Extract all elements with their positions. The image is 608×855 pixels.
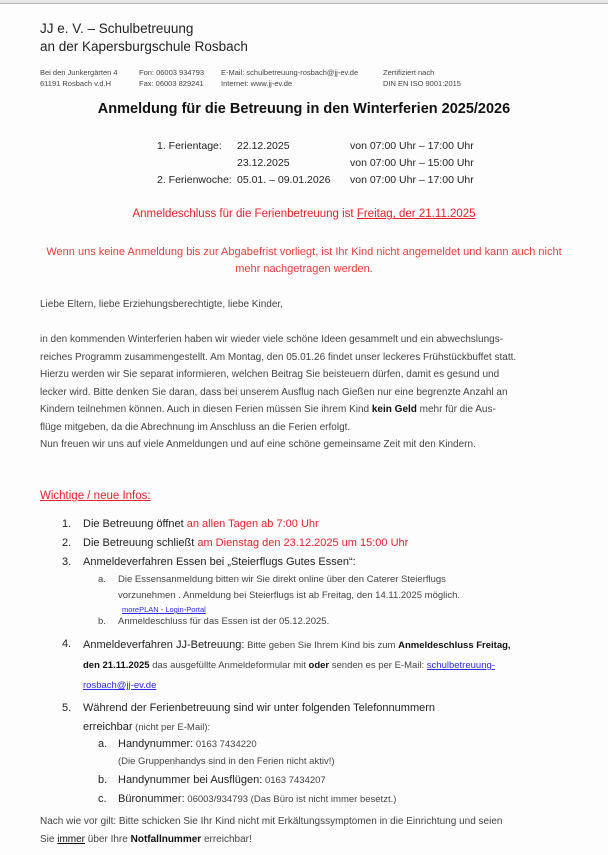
body-line: reiches Programm zusammengestellt. Am Montag, den 05.01.26 findet unser leckeres Frühstückbuffet statt.	[40, 351, 517, 363]
footer-emphasis: Notfallnummer	[130, 833, 202, 845]
warning-notice: Wenn uns keine Anmeldung bis zur Abgabefrist vorliegt, ist Ihr Kind nicht angemeldet und kann auch nicht mehr nachgetragen werden.	[46, 246, 562, 275]
sub-item-letter: b.	[98, 616, 106, 627]
schedule-label: 2. Ferienwoche:	[157, 174, 232, 186]
phone-label: Handynummer:	[118, 738, 194, 750]
greeting: Liebe Eltern, liebe Erziehungsberechtigte, liebe Kinder,	[40, 299, 283, 310]
body-line: in den kommenden Winterferien haben wir wieder viele schöne Ideen gesammelt und ein abwechslungs-	[40, 334, 504, 345]
certification-block	[383, 67, 461, 89]
header-email: E-Mail: schulbetreuung-rosbach@jj-ev.de	[221, 68, 359, 77]
cert-line-1: Zertifiziert nach	[383, 68, 435, 77]
sub-item-text: Anmeldeschluss für das Essen ist der 05.12.2025.	[118, 616, 330, 627]
footer-emphasis: immer	[57, 833, 86, 845]
item-text: Während der Ferienbetreuung sind wir unter folgenden Telefonnummern	[83, 702, 436, 714]
address-line-1: Bei den Junkergärten 4	[40, 68, 118, 77]
item-bold: Anmeldeschluss Freitag,	[398, 640, 511, 651]
deadline-text: Anmeldeschluss für die Ferienbetreuung ist	[132, 208, 357, 220]
email-link[interactable]: rosbach@jj-ev.de	[83, 680, 157, 691]
footer-note	[40, 813, 570, 848]
body-text: Kindern teilnehmen können. Auch in diesen Ferien müssen Sie ihrem Kind	[40, 404, 372, 415]
address-block	[40, 67, 118, 89]
deadline-notice	[0, 208, 608, 220]
email-link[interactable]: schulbetreuung-	[426, 660, 495, 671]
sub-item-text: Die Essensanmeldung bitten wir Sie direkt online über den Caterer Steierflugs	[118, 574, 446, 585]
item-bold: Anmeldeverfahren JJ-Betreuung:	[83, 639, 245, 651]
item-text: Anmeldeverfahren Essen bei „Steierflugs Gutes Essen“:	[83, 556, 356, 568]
org-line-2: an der Kapersburgschule Rosbach	[40, 39, 248, 54]
footer-text: über Ihre	[85, 833, 131, 845]
phone-number: 0163 7434220	[193, 739, 257, 750]
item-text: Die Betreuung öffnet	[83, 518, 187, 530]
cert-line-2: DIN EN ISO 9001:2015	[383, 79, 461, 88]
schedule-time: von 07:00 Uhr – 17:00 Uhr	[350, 140, 474, 152]
phone-number: 0163 7434207	[262, 775, 326, 786]
sub-item-letter: a.	[98, 738, 108, 750]
phone: Fon: 06003 934793	[139, 68, 205, 77]
address-line-2: 61191 Rosbach v.d.H	[40, 79, 112, 88]
item-number: 5.	[62, 702, 72, 714]
phone-number: 06003/934793 (Das Büro ist nicht immer besetzt.)	[184, 794, 397, 805]
schedule-time: von 07:00 Uhr – 17:00 Uhr	[350, 174, 474, 186]
phone-label: Büronummer:	[118, 793, 185, 805]
sub-item-letter: a.	[98, 574, 106, 585]
moreplan-login-link[interactable]: morePLAN - Login-Portal	[122, 605, 206, 614]
body-line: flüge mitgeben, da die Abrechnung im Anschluss an die Ferien erfolgt.	[40, 421, 351, 433]
item-bold: oder	[308, 660, 330, 671]
page-title: Anmeldung für die Betreuung in den Winterferien 2025/2026	[97, 101, 511, 117]
organization-name	[40, 20, 248, 56]
schedule-date: 05.01. – 09.01.2026	[237, 174, 331, 186]
footer-text: erreichbar!	[201, 833, 252, 845]
email-block	[221, 67, 358, 89]
schedule-date: 22.12.2025	[237, 140, 290, 152]
body-line: Hierzu werden wir Sie separat informieren, welchen Beitrag Sie beisteuern dürfen, damit es gesund und	[40, 369, 500, 380]
phone-block	[139, 67, 204, 89]
item-number: 2.	[62, 537, 72, 549]
deadline-date: Freitag, der 21.11.2025	[356, 208, 476, 220]
item-highlight: am Dienstag den 23.12.2025 um 15:00 Uhr	[197, 537, 409, 549]
body-line: Nun freuen wir uns auf viele Anmeldungen und auf eine schöne gemeinsame Zeit mit den Kindern.	[40, 439, 476, 450]
item-bold: den 21.11.2025	[83, 660, 150, 671]
fax: Fax: 06003 829241	[139, 79, 204, 88]
sub-item-letter: b.	[98, 774, 108, 786]
phone-label: Handynummer bei Ausflügen:	[118, 774, 263, 786]
phone-item-a-note: (Die Gruppenhandys sind in den Ferien nicht aktiv!)	[118, 756, 335, 767]
footer-line	[40, 831, 570, 849]
body-paragraph	[40, 331, 570, 454]
item-number: 3.	[62, 556, 72, 568]
item-highlight: an allen Tagen ab 7:00 Uhr	[186, 518, 319, 530]
body-line: lecker wird. Bitte denken Sie daran, dass bei unserem Ausflug nach Gießen nur eine begrenzte Anzahl an	[40, 386, 508, 398]
viewer-top-bar	[0, 0, 608, 4]
emphasis-no-money: kein Geld	[371, 404, 417, 415]
item-text: (nicht per E-Mail):	[132, 722, 211, 733]
header-internet: Internet: www.jj-ev.de	[221, 79, 293, 88]
item-text: Die Betreuung schließt	[83, 537, 198, 549]
schedule-time: von 07:00 Uhr – 15:00 Uhr	[350, 157, 474, 169]
item-text: erreichbar	[83, 721, 133, 733]
footer-text: Sie	[40, 833, 58, 845]
body-text: mehr für die Aus-	[416, 404, 496, 415]
schedule-label: 1. Ferientage:	[157, 140, 222, 152]
schedule-date: 23.12.2025	[237, 157, 290, 169]
footer-line: Nach wie vor gilt: Bitte schicken Sie Ihr Kind nicht mit Erkältungssymptomen in die Einrichtung und seien	[40, 816, 503, 827]
item-text: senden es per E-Mail:	[329, 660, 427, 671]
item-number: 4.	[62, 638, 72, 650]
item-number: 1.	[62, 518, 72, 530]
body-line	[40, 401, 570, 419]
sub-item-letter: c.	[98, 793, 107, 805]
sub-item-text: vorzunehmen . Anmeldung bei Steierflugs ist ab Freitag, den 14.11.2025 möglich.	[118, 590, 461, 601]
infos-heading: Wichtige / neue Infos:	[40, 490, 151, 502]
org-line-1: JJ e. V. – Schulbetreuung	[40, 21, 194, 36]
item-text: das ausgefüllte Anmeldeformular mit	[149, 660, 309, 671]
item-text: Bitte geben Sie Ihrem Kind bis zum	[244, 640, 399, 651]
